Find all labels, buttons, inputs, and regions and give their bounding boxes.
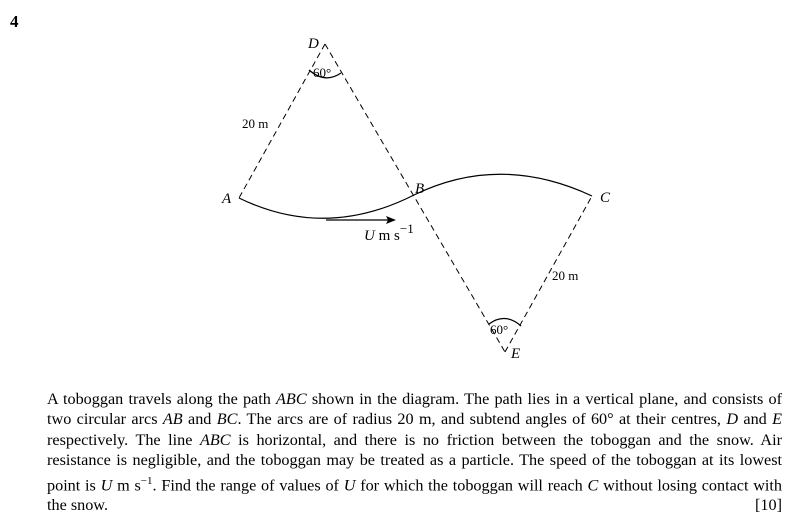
q-var: C <box>587 476 599 495</box>
q-text: and <box>182 410 217 429</box>
q-text: respectively. The line <box>47 430 200 449</box>
label-D: D <box>308 36 319 52</box>
q-var: BC <box>216 410 238 429</box>
arc-AB <box>239 195 414 218</box>
q-text: for which the toboggan will reach <box>355 476 588 495</box>
angle-E-label: 60° <box>490 322 509 337</box>
q-var: AB <box>162 410 183 429</box>
q-text: m s <box>112 476 141 495</box>
q-var: U <box>343 476 356 495</box>
angle-D-label: 60° <box>313 65 332 80</box>
arc-BC <box>414 174 592 196</box>
label-A: A <box>222 191 232 207</box>
radius-DA-label: 20 m <box>242 116 269 131</box>
label-C: C <box>600 190 611 206</box>
label-E: E <box>511 346 521 362</box>
speed-var: U <box>364 228 375 244</box>
q-var: D <box>726 410 739 429</box>
question-text <box>47 389 782 516</box>
speed-label <box>364 221 414 244</box>
q-var: U <box>100 476 113 495</box>
speed-unit: m s <box>374 228 400 244</box>
radius-EC <box>505 196 592 352</box>
q-text: is horizontal, and there is no friction between the toboggan and the snow. Air resistance is negligible, and the toboggan may be treated as a particle. The speed of the toboggan at its lowest point is <box>47 430 782 495</box>
question-number: 4 <box>10 12 19 31</box>
q-exp: −1 <box>140 474 153 487</box>
radius-EC-label: 20 m <box>552 268 579 283</box>
q-text: . Find the range of values of <box>152 476 344 495</box>
label-B: B <box>415 181 425 197</box>
q-text: A toboggan travels along the path <box>47 390 277 408</box>
q-var: ABC <box>199 430 231 449</box>
speed-exp: −1 <box>399 221 414 236</box>
q-var: ABC <box>276 390 307 408</box>
q-text: . The arcs are of radius 20 m, and subtend angles of 60° at their centres, <box>237 410 727 429</box>
q-var: E <box>772 410 783 429</box>
line-DBE <box>325 44 505 352</box>
q-text: without losing contact with the snow. <box>47 476 782 515</box>
marks: [10] <box>755 496 782 515</box>
q-text: and <box>738 410 773 429</box>
q-text: shown in the diagram. The path lies in a vertical plane, and consists of two circular arcs <box>47 390 782 429</box>
